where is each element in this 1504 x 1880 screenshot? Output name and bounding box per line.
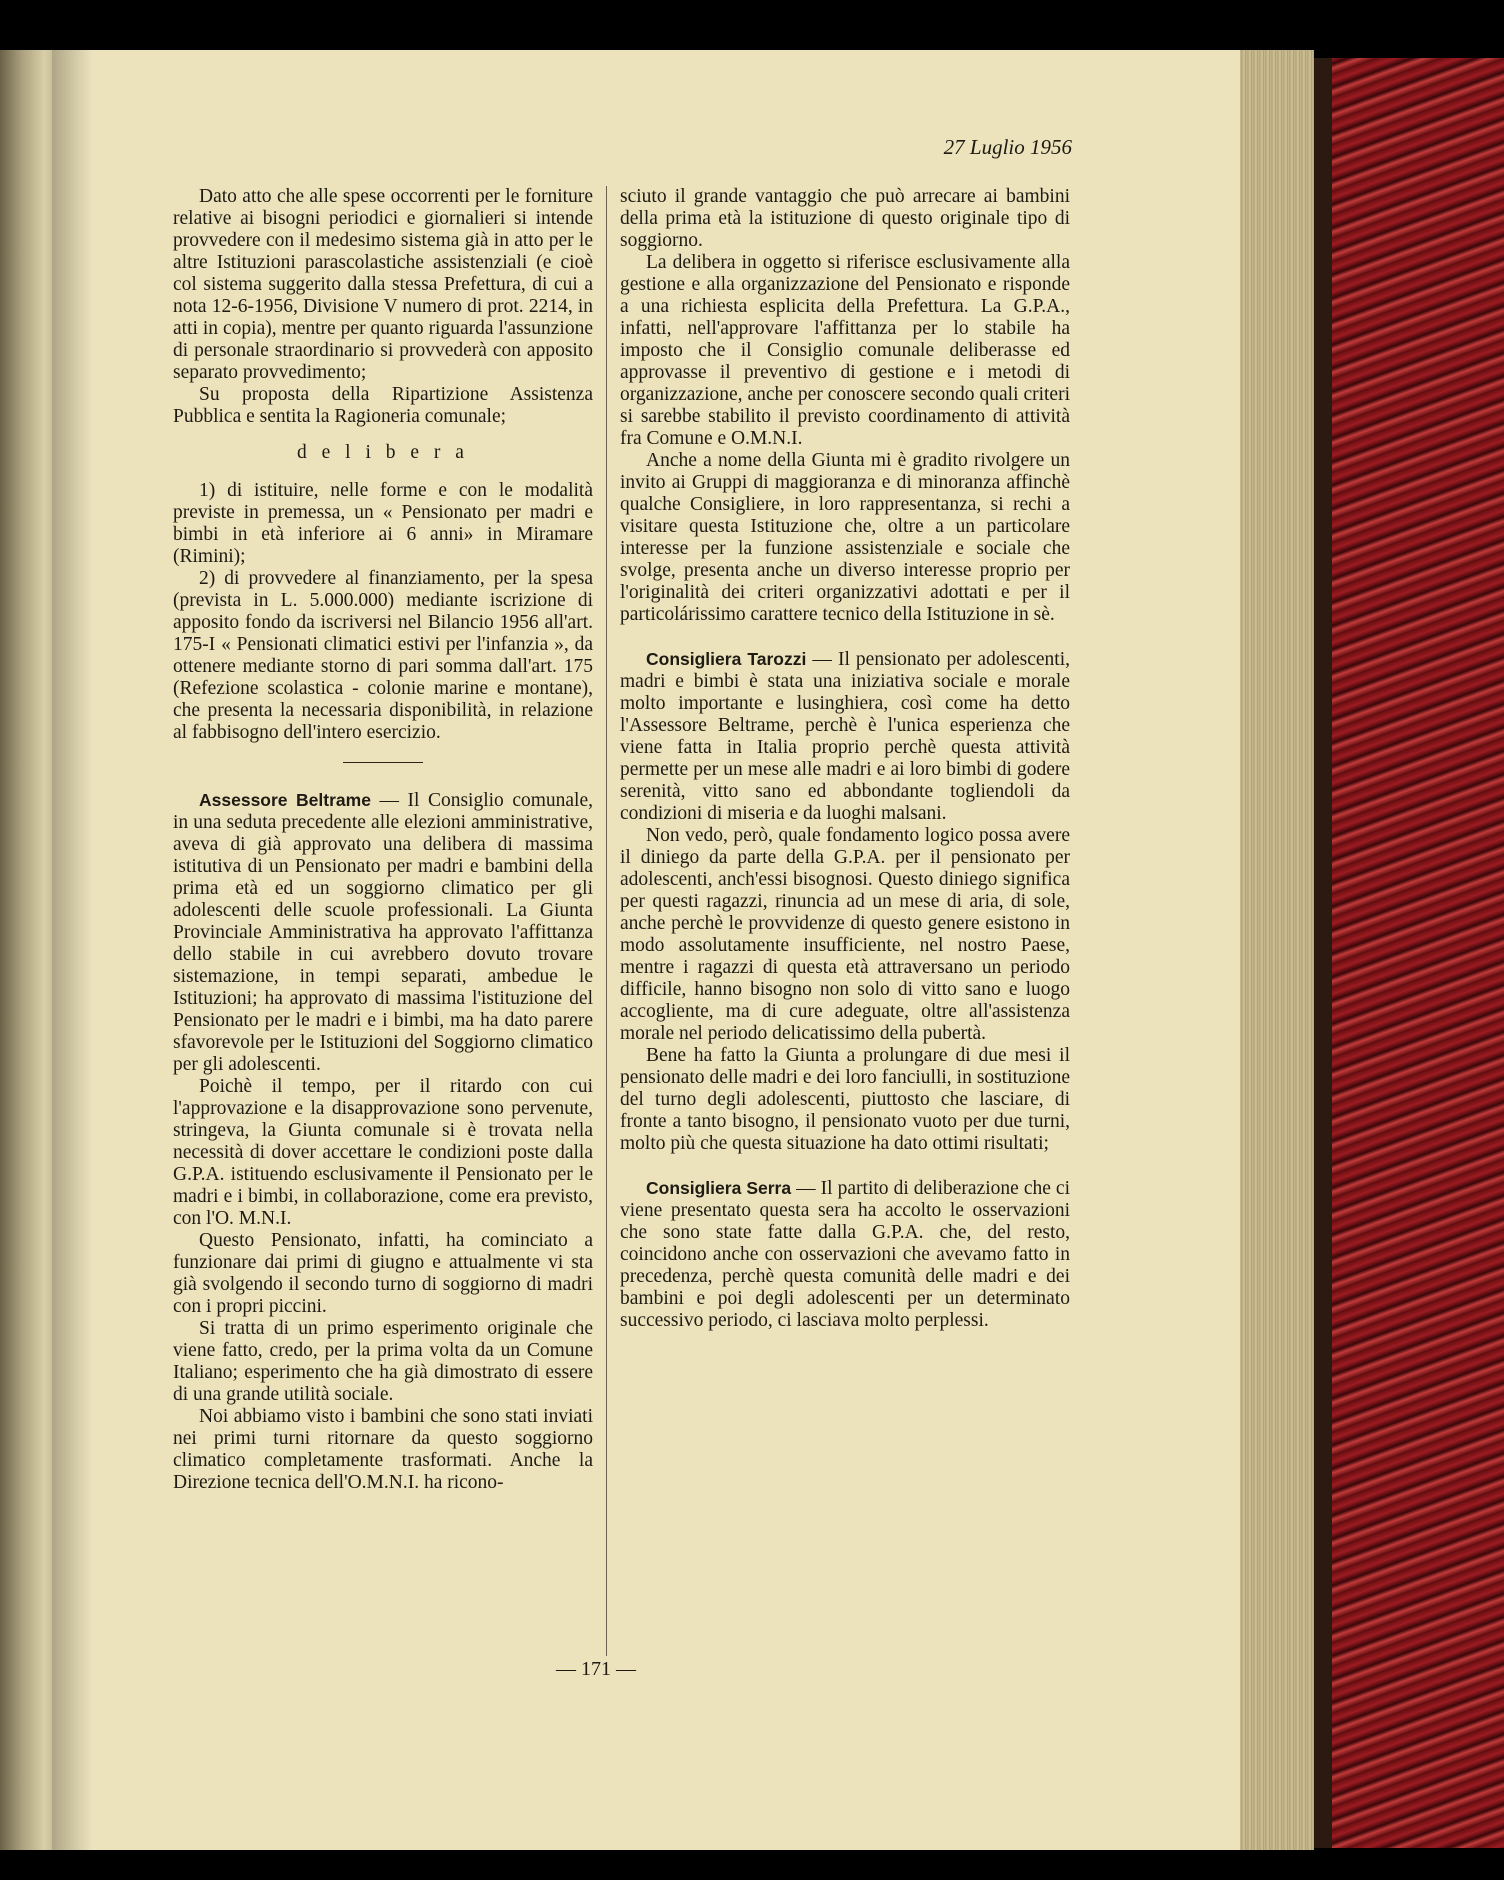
paragraph: Anche a nome della Giunta mi è gradito rivolgere un invito ai Gruppi di maggioranza e di minoranza affinchè qualche Consigliere, in loro rappresentanza, si rechi a visitare questa Istituzione che, oltre a un particolare interesse per la funzione assistenziale e sociale che svolge, presenta anche un diverso interesse proprio per l'originalità dei criteri organizzativi adottati e per il particolárissimo carattere tecnico della Istituzione in sè.: [620, 450, 1070, 625]
page-header-date: 27 Luglio 1956: [943, 135, 1072, 159]
left-column: [173, 186, 593, 1494]
delibera-heading: d e l i b e r a: [297, 442, 469, 463]
speech-paragraph: [173, 789, 593, 1076]
left-page-edge: [0, 50, 52, 1850]
column-divider: [606, 186, 607, 1656]
paragraph: Dato atto che alle spese occorrenti per le forniture relative ai bisogni periodici e giornalieri si intende provvedere con il medesimo sistema già in atto per le altre Istituzioni parascolastiche assistenziali (e cioè col sistema suggerito dalla stessa Prefettura, di cui a nota 12-6-1956, Divisione V numero di prot. 2214, in atti in copia), mentre per quanto riguarda l'assunzione di personale straordinario si provvederà con apposito separato provvedimento;: [173, 186, 593, 383]
speech-paragraph: [620, 1177, 1070, 1332]
book-binding: [1314, 58, 1504, 1848]
resolution-item-1: 1) di istituire, nelle forme e con le modalità previste in premessa, un « Pensionato per madri e bimbi in età inferiore ai 6 anni» in Miramare (Rimini);: [173, 480, 593, 567]
paragraph: La delibera in oggetto si riferisce esclusivamente alla gestione e alla organizzazione del Pensionato e risponde a una richiesta esplicita della Prefettura. La G.P.A., infatti, nell'approvare l'affittanza per lo stabile ha imposto che il Consiglio comunale deliberasse ed approvasse il preventivo di gestione e i metodi di organizzazione, anche per conoscere secondo quali criteri si sarebbe stabilito il previsto coordinamento di attività fra Comune e O.M.N.I.: [620, 252, 1070, 449]
page-number: — 171 —: [556, 1658, 636, 1680]
right-column: [620, 186, 1070, 1332]
speaker-name: Assessore Beltrame: [199, 790, 371, 810]
paragraph: Noi abbiamo visto i bambini che sono stati inviati nei primi turni ritornare da questo soggiorno climatico completamente trasformati. Anche la Direzione tecnica dell'O.M.N.I. ha ricono-: [173, 1406, 593, 1493]
speech-paragraph: [620, 648, 1070, 825]
paragraph: Su proposta della Ripartizione Assistenza Pubblica e sentita la Ragioneria comunale;: [173, 384, 593, 427]
paragraph: Poichè il tempo, per il ritardo con cui l'approvazione e la disapprovazione sono pervenute, stringeva, la Giunta comunale si è trovata nella necessità di dover accettare le condizioni poste dalla G.P.A. istituendo esclusivamente il Pensionato per le madri e i bimbi, in collaborazione, come era previsto, con l'O. M.N.I.: [173, 1076, 593, 1229]
speaker-name: Consigliera Serra: [646, 1178, 792, 1198]
paragraph: Bene ha fatto la Giunta a prolungare di due mesi il pensionato delle madri e dei loro fanciulli, in sostituzione del turno degli adolescenti, piuttosto che lasciare, di fronte a tanto bisogno, il pensionato vuoto per due turni, molto più che questa situazione ha dato ottimi risultati;: [620, 1045, 1070, 1154]
paragraph: Si tratta di un primo esperimento originale che viene fatto, credo, per la prima volta da un Comune Italiano; esperimento che ha già dimostrato di essere di una grande utilità sociale.: [173, 1318, 593, 1405]
paragraph: sciuto il grande vantaggio che può arrecare ai bambini della prima età la istituzione di questo originale tipo di soggiorno.: [620, 186, 1070, 251]
resolution-item-2: 2) di provvedere al finanziamento, per la spesa (prevista in L. 5.000.000) mediante iscrizione di apposito fondo da iscriversi nel Bilancio 1956 all'art. 175-I « Pensionati climatici estivi per l'infanzia », da ottenere mediante storno di pari somma dall'art. 175 (Refezione scolastica - colonie marine e montane), che presenta la necessaria disponibilità, in relazione al fabbisogno dell'intero esercizio.: [173, 568, 593, 743]
speech-text: — Il Consiglio comunale, in una seduta precedente alle elezioni amministrative, aveva di già approvato una delibera di massima istitutiva di un Pensionato per madri e bambini della prima età ed un soggiorno climatico per gli adolescenti delle scuole professionali. La Giunta Provinciale Amministrativa ha approvato l'affittanza dello stabile in cui avrebbero dovuto trovare sistemazione, in tempi separati, ambedue le Istituzioni; ha approvato di massima l'istituzione del Pensionato per le madri e i bimbi, ma ha dato parere sfavorevole per le Istituzioni del Soggiorno climatico per gli adolescenti.: [173, 790, 594, 1075]
speaker-name: Consigliera Tarozzi: [646, 649, 807, 669]
speech-text: — Il partito di deliberazione che ci viene presentato questa sera ha accolto le osservazioni che sono state fatte dalla G.P.A. che, del resto, coincidono anche con osservazioni che avevamo fatto in precedenza, perchè questa comunità delle madri e dei bambini e poi degli adolescenti per un determinato successivo periodo, ci lasciava molto perplessi.: [620, 1178, 1071, 1331]
section-divider: [343, 762, 423, 763]
page-stack-edge: [1240, 50, 1314, 1850]
gutter-shadow: [52, 50, 92, 1850]
binding-inner-edge: [1314, 58, 1332, 1848]
paragraph: Questo Pensionato, infatti, ha cominciato a funzionare dai primi di giugno e attualmente vi sta già svolgendo il secondo turno di soggiorno di madri con i propri piccini.: [173, 1230, 593, 1317]
paragraph: Non vedo, però, quale fondamento logico possa avere il diniego da parte della G.P.A. per il pensionato per adolescenti, anch'essi bisognosi. Questo diniego significa per questi ragazzi, rinuncia ad un mese di aria, di sole, anche perchè le provvidenze di questo genere esistono in modo assolutamente insufficiente, nel nostro Paese, mentre i ragazzi di questa età attraversano un periodo difficile, hanno bisogno non solo di vitto sano e luogo accogliente, ma di cure adeguate, oltre all'assistenza morale nel periodo delicatissimo della pubertà.: [620, 825, 1070, 1044]
speech-text: — Il pensionato per adolescenti, madri e bimbi è stata una iniziativa sociale e morale molto importante e lusinghiera, così come ha detto l'Assessore Beltrame, perchè è l'unica esperienza che viene fatta in Italia proprio perchè questa attività permette per un mese alle madri e ai loro bimbi di godere serenità, vitto sano ed abbondante togliendoli da condizioni di miseria e da luoghi malsani.: [620, 649, 1070, 824]
